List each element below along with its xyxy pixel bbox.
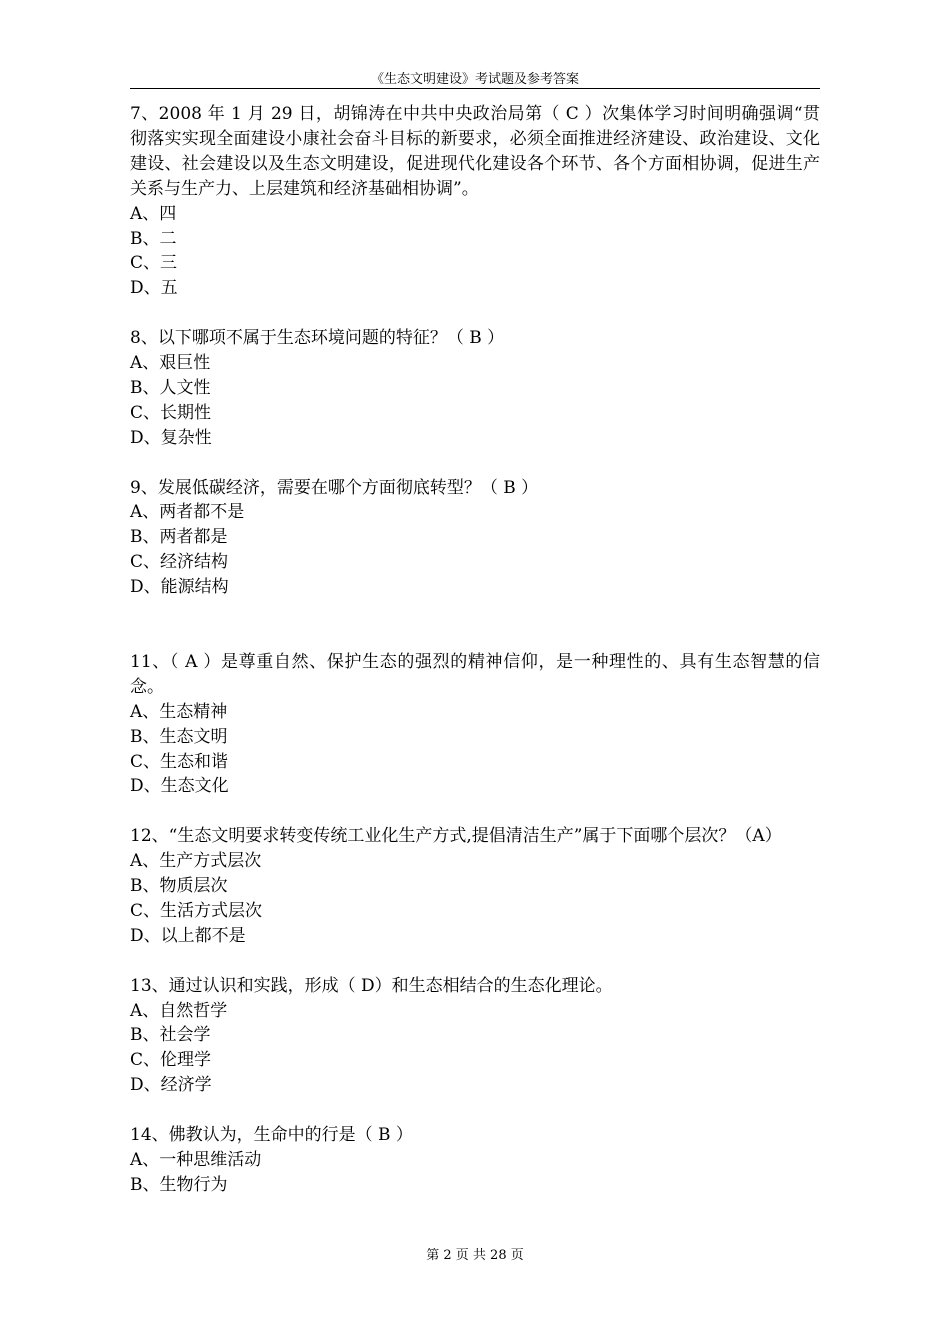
question-9 — [130, 476, 820, 601]
option-c: C、生活方式层次 — [130, 900, 263, 921]
question-14 — [130, 1123, 820, 1198]
option-d: D、五 — [130, 278, 178, 299]
option-d: D、生态文化 — [130, 776, 229, 797]
option-a: A、两者都不是 — [130, 502, 245, 523]
option-b: B、人文性 — [130, 377, 211, 398]
option-b: B、社会学 — [130, 1025, 211, 1046]
option-b: B、物质层次 — [130, 876, 228, 897]
question-8 — [130, 326, 820, 451]
question-11 — [130, 650, 820, 799]
option-c: C、生态和谐 — [130, 751, 229, 772]
option-b: B、两者都是 — [130, 527, 228, 548]
question-stem: 13、通过认识和实践，形成（ D）和生态相结合的生态化理论。 — [130, 975, 613, 996]
option-a: A、自然哲学 — [130, 1000, 228, 1021]
question-13 — [130, 974, 820, 1099]
option-c: C、长期性 — [130, 402, 212, 423]
option-d: D、能源结构 — [130, 577, 229, 598]
option-d: D、经济学 — [130, 1075, 212, 1096]
option-d: D、以上都不是 — [130, 925, 246, 946]
question-12 — [130, 824, 820, 949]
option-c: C、经济结构 — [130, 552, 229, 573]
question-stem: 14、佛教认为，生命中的行是（ B ） — [130, 1125, 413, 1146]
option-a: A、四 — [130, 203, 177, 224]
option-a: A、生产方式层次 — [130, 851, 262, 872]
header-rule — [130, 88, 820, 89]
question-stem: 7、2008 年 1 月 29 日，胡锦涛在中共中央政治局第（ C ）次集体学习时间明确强调“贯彻落实实现全面建设小康社会奋斗目标的新要求，必须全面推进经济建设、政治建设、文化建设、社会建设以及生态文明建设，促进现代化建设各个环节、各个方面相协调，促进生产关系与生产力、上层建筑和经济基础相协调”。 — [130, 104, 820, 199]
question-stem: 9、发展低碳经济，需要在哪个方面彻底转型？（ B ） — [130, 477, 539, 498]
option-a: A、生态精神 — [130, 701, 228, 722]
page-header: 《生态文明建设》考试题及参考答案 — [370, 72, 579, 87]
option-c: C、伦理学 — [130, 1050, 212, 1071]
option-d: D、复杂性 — [130, 427, 212, 448]
option-a: A、艰巨性 — [130, 353, 211, 374]
option-b: B、生物行为 — [130, 1174, 228, 1195]
question-stem: 8、以下哪项不属于生态环境问题的特征？（ B ） — [130, 328, 505, 349]
option-b: B、生态文明 — [130, 726, 228, 747]
question-list — [130, 102, 820, 1223]
question-stem: 12、“生态文明要求转变传统工业化生产方式,提倡清洁生产”属于下面哪个层次？（A） — [130, 826, 782, 847]
option-a: A、一种思维活动 — [130, 1149, 262, 1170]
question-7 — [130, 102, 820, 301]
question-stem: 11、（ A ）是尊重自然、保护生态的强烈的精神信仰，是一种理性的、具有生态智慧的信念。 — [130, 651, 820, 697]
option-c: C、三 — [130, 253, 178, 274]
option-b: B、二 — [130, 228, 177, 249]
page-number: 第 2 页 共 28 页 — [426, 1248, 524, 1263]
